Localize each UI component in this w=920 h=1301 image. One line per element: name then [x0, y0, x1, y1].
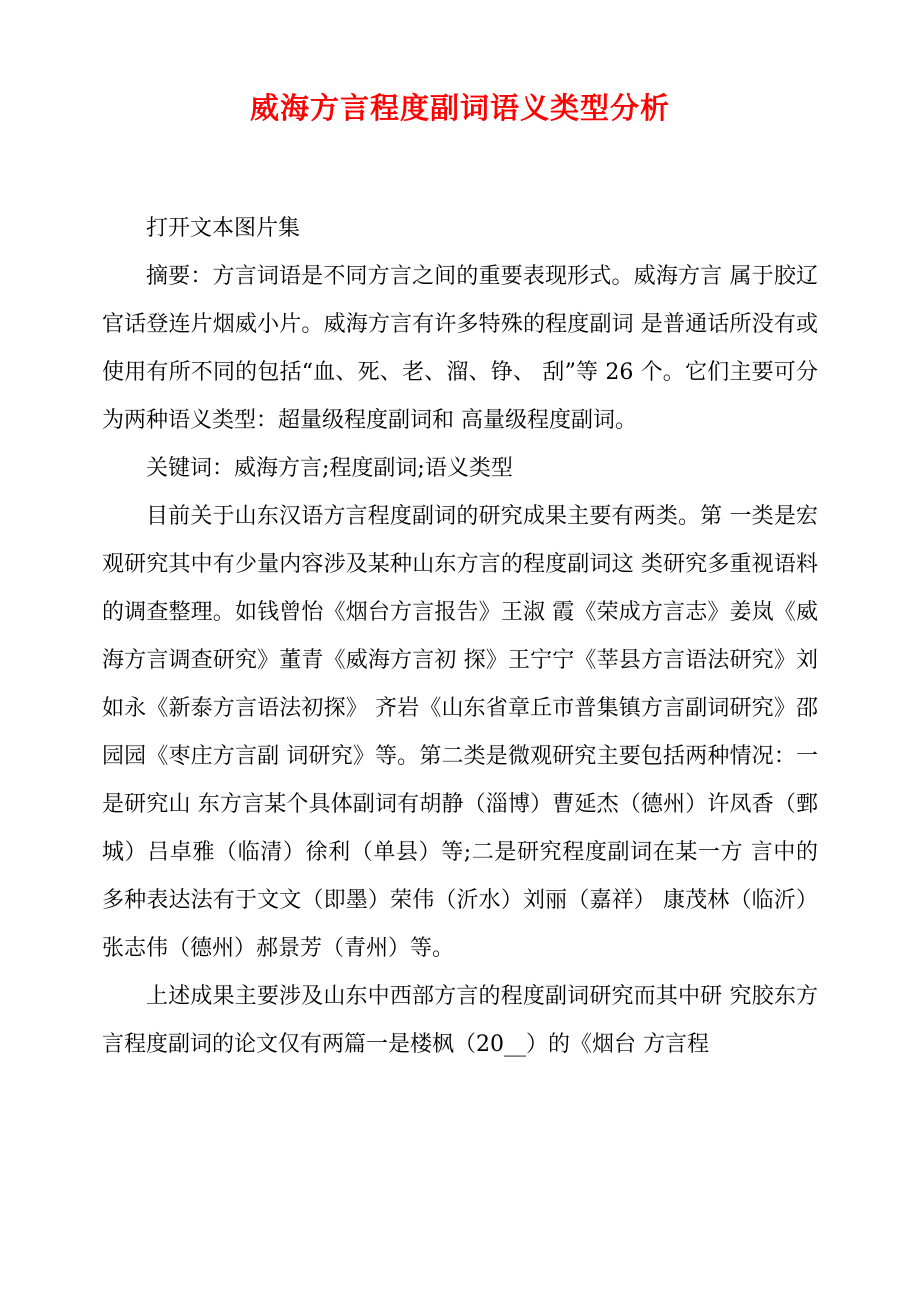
document-title: 威海方言程度副词语义类型分析 [249, 91, 670, 125]
open-image-collection-link[interactable]: 打开文本图片集 [146, 216, 301, 241]
abstract-paragraph: 摘要：方言词语是不同方言之间的重要表现形式。威海方言 属于胶辽官话登连片烟威小片。威海方言有许多特殊的程度副词 是普通话所没有或使用有所不同的包括“血、死、老、溜、铮、 刮”等 26 个。它们主要可分为两种语义类型：超量级程度副词和 高量级程度副词。 [102, 264, 818, 433]
document-body [102, 205, 818, 1069]
body-paragraph: 上述成果主要涉及山东中西部方言的程度副词研究而其中研 究胶东方言程度副词的论文仅有两篇一是楼枫（20__）的《烟台 方言程 [102, 984, 818, 1057]
body-paragraph: 目前关于山东汉语方言程度副词的研究成果主要有两类。第 一类是宏观研究其中有少量内容涉及某种山东方言的程度副词这 类研究多重视语料的调查整理。如钱曾怡《烟台方言报告》王淑 霞《荣成方言志》姜岚《威海方言调查研究》董青《威海方言初 探》王宁宁《莘县方言语法研究》刘如永《新泰方言语法初探》 齐岩《山东省章丘市普集镇方言副词研究》邵园园《枣庄方言副 词研究》等。第二类是微观研究主要包括两种情况：一是研究山 东方言某个具体副词有胡静（淄博）曹延杰（德州）许凤香（鄄 城）吕卓雅（临清）徐利（单县）等;二是研究程度副词在某一方 言中的多种表达法有于文文（即墨）荣伟（沂水）刘丽（嘉祥） 康茂林（临沂）张志伟（德州）郝景芳（青州）等。 [102, 504, 818, 961]
keywords-paragraph: 关键词：威海方言;程度副词;语义类型 [146, 456, 513, 481]
